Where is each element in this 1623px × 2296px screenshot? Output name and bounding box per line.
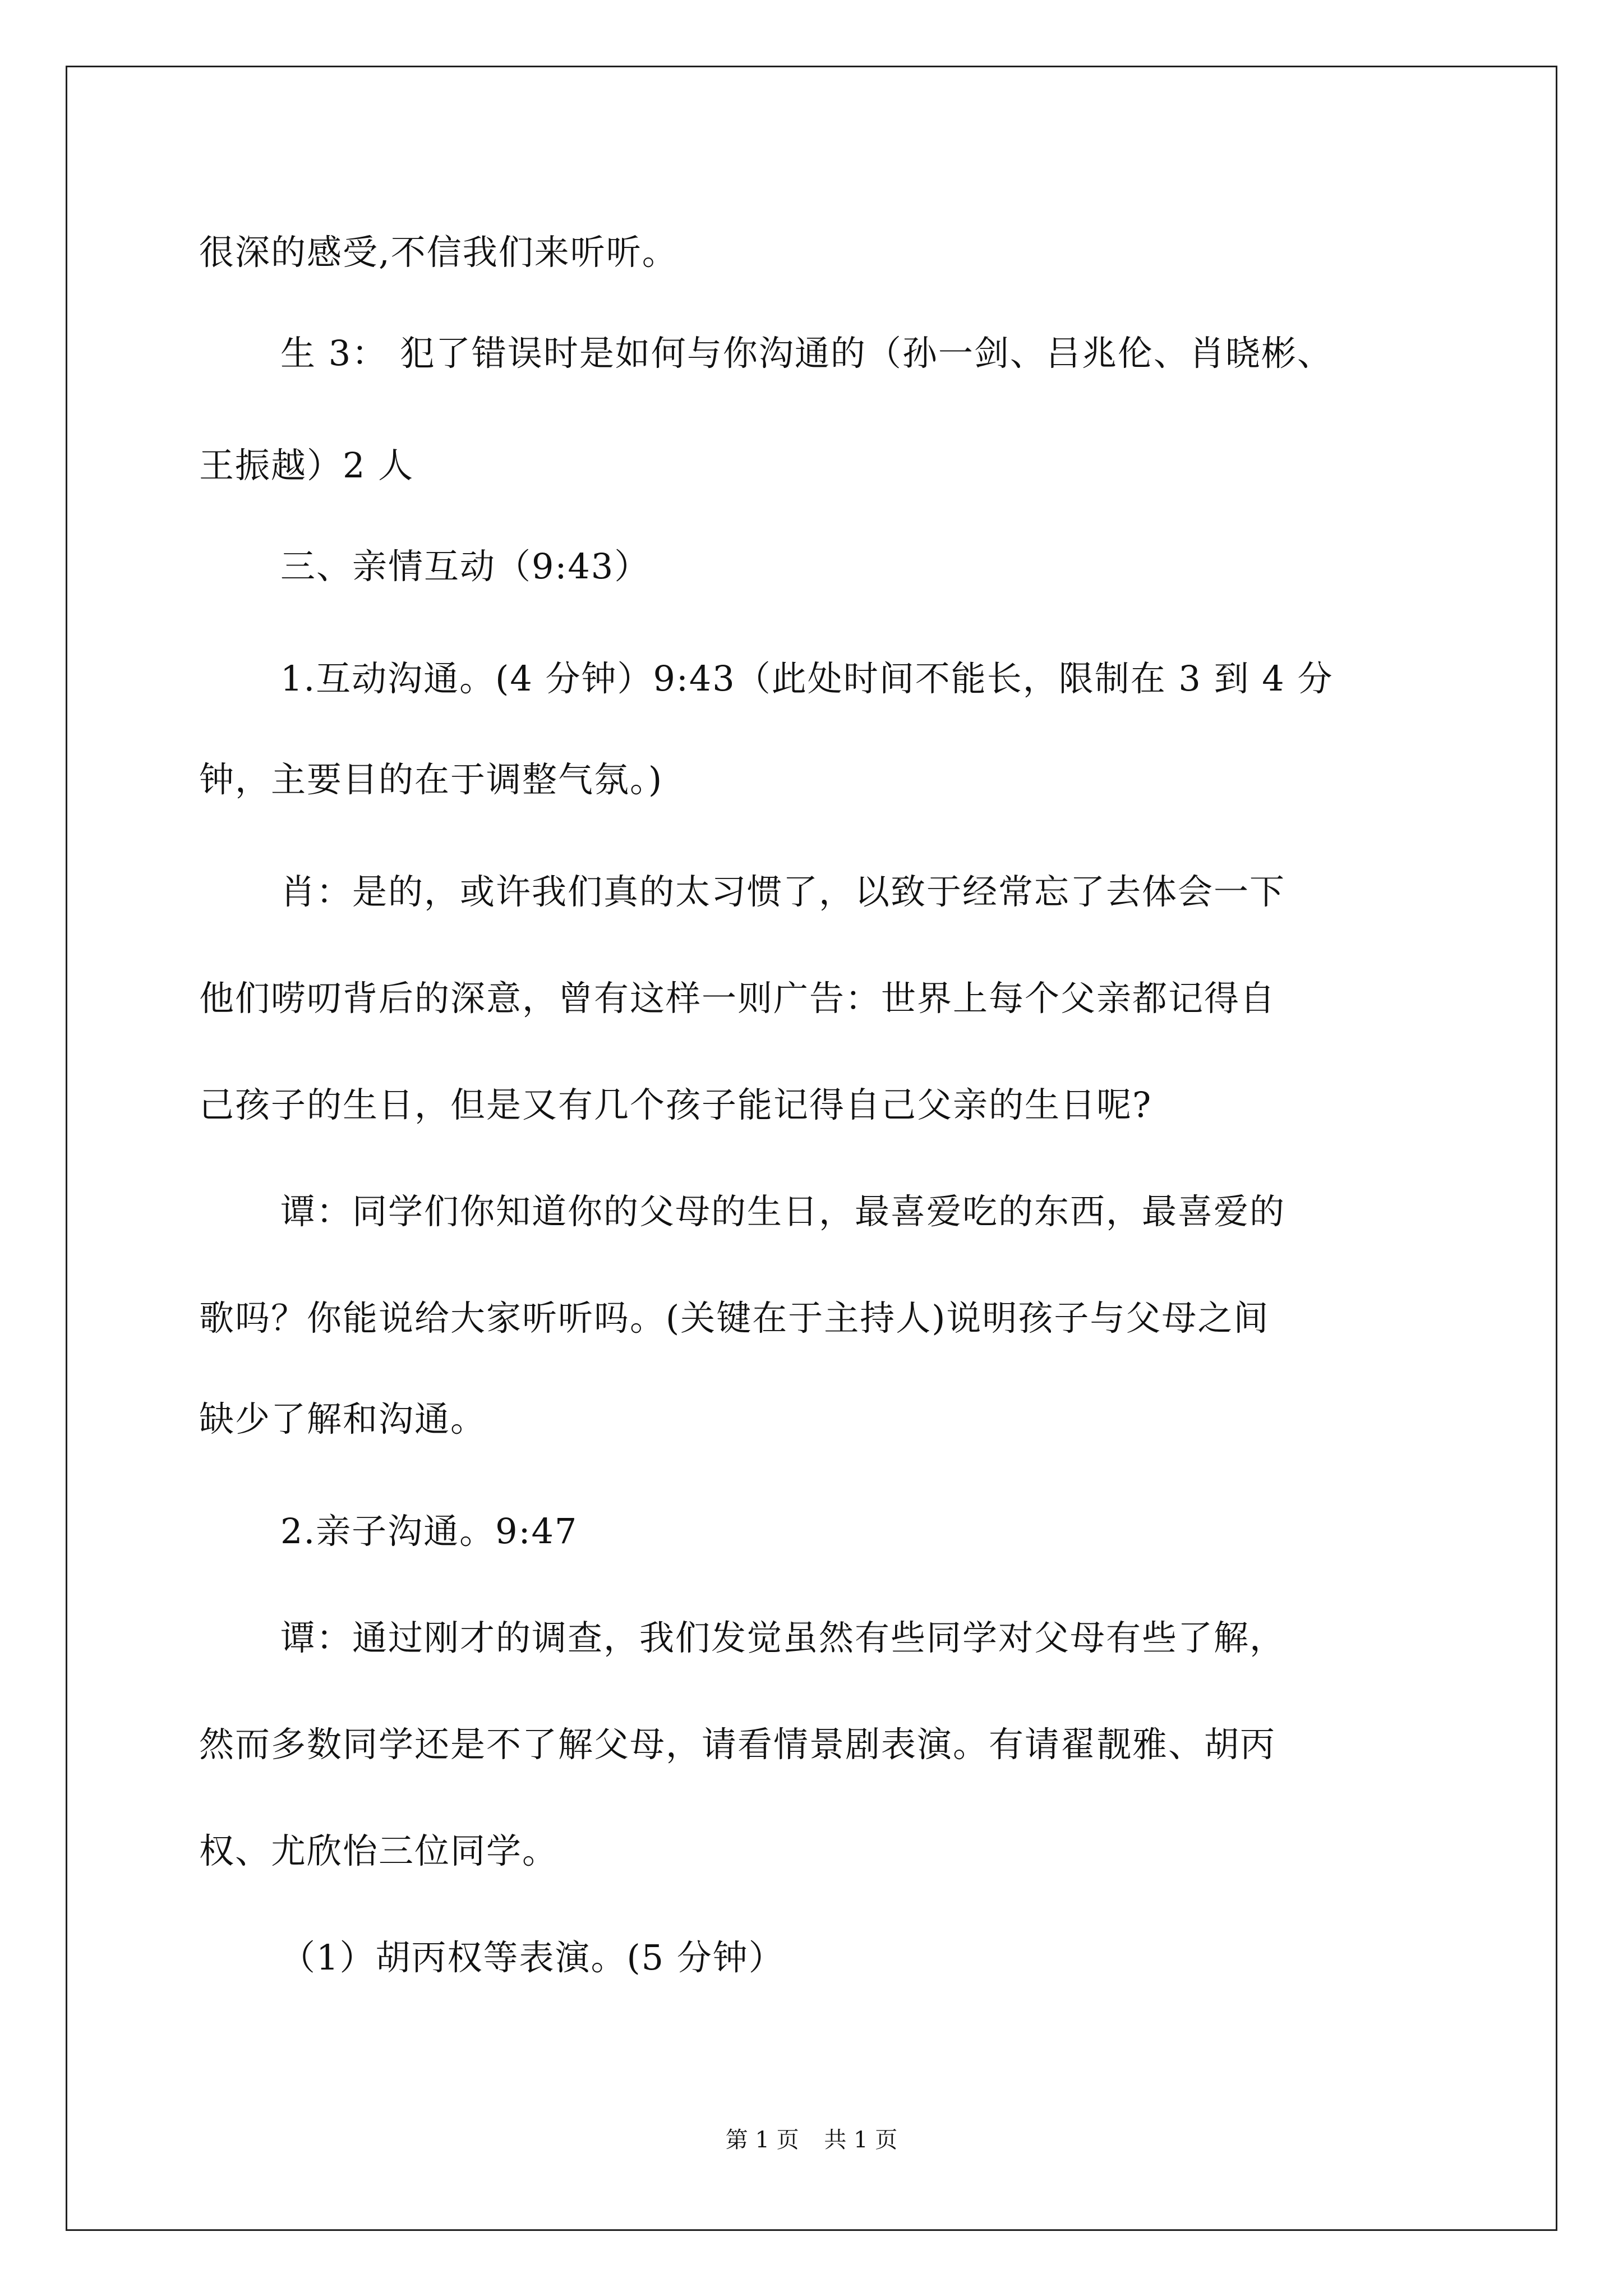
text-line: 己孩子的生日，但是又有几个孩子能记得自己父亲的生日呢? (199, 1084, 1152, 1125)
text-line: 谭：通过刚才的调查，我们发觉虽然有些同学对父母有些了解， (280, 1617, 1286, 1658)
text-line: 肖：是的，或许我们真的太习惯了，以致于经常忘了去体会一下 (280, 871, 1286, 912)
page-footer (0, 2126, 1623, 2154)
text-line: 很深的感受,不信我们来听听。 (199, 232, 678, 273)
text-line: 他们唠叨背后的深意，曾有这样一则广告：世界上每个父亲都记得自 (199, 978, 1276, 1019)
text-line: 生 3： 犯了错误时是如何与你沟通的（孙一剑、吕兆伦、肖晓彬、 (280, 333, 1333, 374)
text-line: （1）胡丙权等表演。(5 分钟） (280, 1937, 785, 1978)
text-line: 钟，主要目的在于调整气氛。) (199, 759, 663, 800)
page-total: 共 1 页 (824, 2127, 898, 2153)
page-number: 第 1 页 (725, 2127, 799, 2153)
text-line: 谭：同学们你知道你的父母的生日，最喜爱吃的东西，最喜爱的 (280, 1191, 1286, 1232)
text-line: 歌吗？你能说给大家听听吗。(关键在于主持人)说明孩子与父母之间 (199, 1297, 1270, 1338)
text-line: 1.互动沟通。(4 分钟）9:43（此处时间不能长，限制在 3 到 4 分 (280, 658, 1334, 699)
section-heading: 三、亲情互动（9:43） (280, 546, 651, 587)
page-border (66, 66, 1557, 2231)
text-line: 2.亲子沟通。9:47 (280, 1511, 578, 1552)
text-line: 权、尤欣怡三位同学。 (199, 1830, 559, 1871)
text-line: 缺少了解和沟通。 (199, 1398, 487, 1439)
text-line: 然而多数同学还是不了解父母，请看情景剧表演。有请翟靓雅、胡丙 (199, 1724, 1276, 1765)
text-line: 王振越）2 人 (199, 445, 414, 486)
